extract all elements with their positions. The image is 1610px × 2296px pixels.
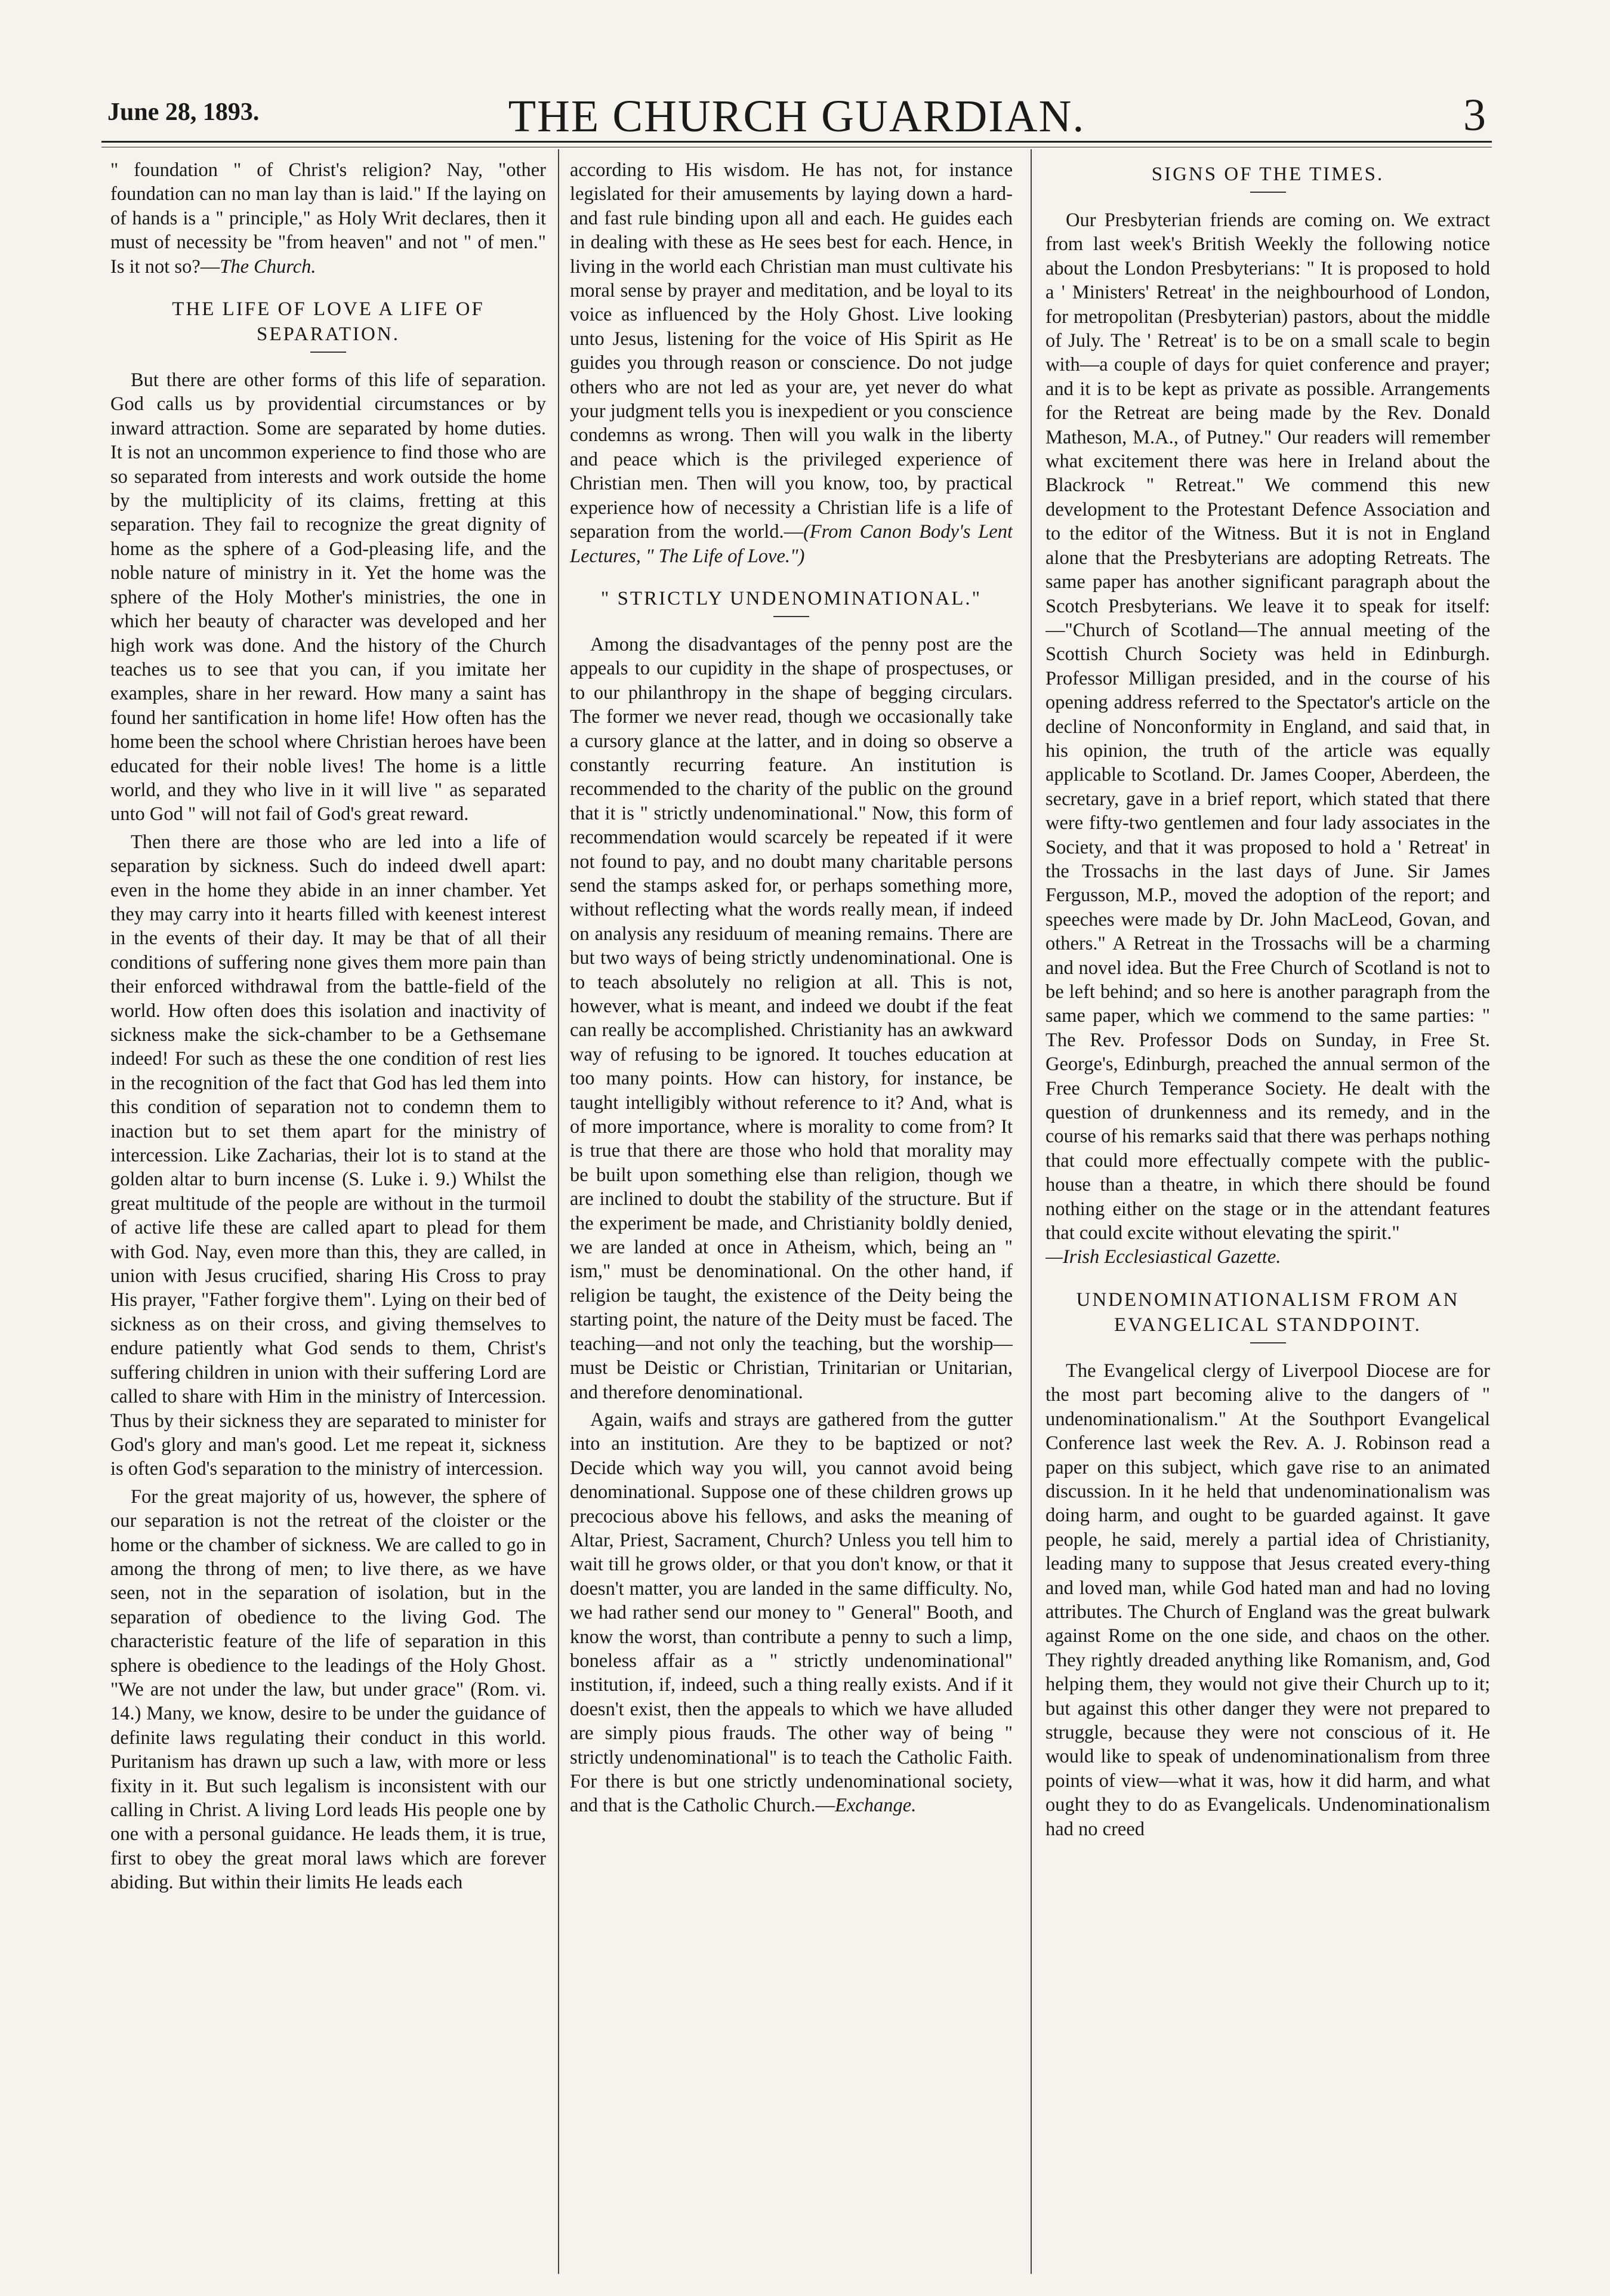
column-1 (110, 158, 546, 2271)
column-2 (570, 158, 1013, 2271)
article-heading: " STRICTLY UNDENOMINATIONAL." (600, 587, 982, 609)
page-number: 3 (1463, 90, 1486, 140)
article-paragraph: Again, waifs and strays are gathered from the gutter into an institution. Are they to be baptized or not? Decide which way you will, you cannot avoid being denominational. Suppose one of these children grows up precocious above his fellows, and asks the meaning of Altar, Priest, Sacrament, Church? Unless you tell him to wait till he grows older, or that you don't know, or that it doesn't matter, you are landed in the same difficulty. No, we had rather send our money to " General" Booth, and know the worst, than contribute a penny to such a limp, boneless affair as a " strictly undenominational" institution, if, indeed, such a thing really exists. And if it doesn't exist, then the appeals to which we have alluded are simply pious frauds. The other way of being " strictly undenominational" is to teach the Catholic Faith. For there is but one strictly undenominational society, and that is the Catholic Church.—Exchange. (570, 1409, 1013, 1817)
article-continuation: " foundation " of Christ's religion? Nay, "other foundation can no man lay than is laid." If the laying on of hands is a " principle," as Holy Writ declares, then it must of necessity be "from heaven" and not " of men." Is it not so?—The Church. (110, 159, 546, 278)
article-paragraph: Our Presbyterian friends are coming on. We extract from last week's British Weekly the following notice about the London Presbyterians: " It is proposed to hold a ' Ministers' Retreat' in the neighbourhood of London, for metropolitan (Presbyterian) pastors, about the middle of July. The ' Retreat' is to be on a small scale to begin with—a couple of days for quiet conference and prayer; and it is to be kept as private as possible. Arrangements for the Retreat are being made by the Rev. Donald Matheson, M.A., of Putney." Our readers will remember what excitement there was here in Ireland about the Blackrock " Retreat." We commend this new development to the Protestant Defence Association and to the editor of the Witness. But it is not in England alone that the Presbyterians are adopting Retreats. The same paper has another significant paragraph about the Scotch Presbyterians. We leave it to speak for itself:—"Church of Scotland—The annual meeting of the Scottish Church Society was held in Edinburgh. Professor Milligan presided, and in the course of his opening address referred to the Spectator's article on the decline of Nonconformity in England, and said that, in his opinion, the truth of the article was equally applicable to Scotland. Dr. James Cooper, Aberdeen, the secretary, gave in a brief report, which stated that there were fifty-two gentlemen and four lady associates in the Society, and that it was proposed to hold a ' Retreat' in the Trossachs in the last days of June. Sir James Fergusson, M.P., moved the adoption of the report; and speeches were made by Dr. John MacLeod, Govan, and others." A Retreat in the Trossachs will be a charming and novel idea. But the Free Church of Scotland is not to be left behind; and so here is another paragraph from the same paper, which we commend to the same parties: " The Rev. Professor Dods on Sunday, in Free St. George's, Edinburgh, preached the annual sermon of the Free Church Temperance Society. He dealt with the question of drunkenness and its remedy, and in the course of his remarks said that there was perhaps nothing that could more effectually compete with the public-house than a theatre, in which there should be found nothing either on the stage or in the attendant features that could excite without elevating the spirit." —Irish Ecclesiastical Gazette. (1045, 209, 1490, 1268)
article-source: The Church. (220, 255, 316, 278)
article-source: (From Canon Body's Lent Lectures, " The Life of Love.") (570, 521, 1013, 567)
article-heading: SIGNS OF THE TIMES. (1151, 164, 1384, 185)
column-divider (558, 149, 559, 2274)
heading-dash (310, 352, 346, 353)
heading-dash (1250, 1342, 1286, 1343)
issue-date: June 28, 1893. (107, 98, 260, 126)
article-heading: UNDENOMINATIONALISM FROM AN EVANGELICAL STANDPOINT. (1076, 1289, 1460, 1336)
article-source: —Irish Ecclesiastical Gazette. (1045, 1246, 1281, 1268)
article-continuation: according to His wisdom. He has not, for instance legislated for their amusements by laying down a hard-and fast rule binding upon all and each. He guides each in dealing with these as He sees best for each. Hence, in living in the world each Christian man must cultivate his moral sense by prayer and meditation, and be loyal to its voice as influenced by the Holy Ghost. Live looking unto Jesus, listening for the voice of His Spirit as He guides you through reason or conscience. Do not judge others who are not led as your are, yet never do what your judgment tells you is inexpedient or you conscience condemns as wrong. Then will you walk in the liberty and peace which is the privileged experience of Christian men. Then will you know, too, by practical experience how of necessity a Christian life is a life of separation from the world.—(From Canon Body's Lent Lectures, " The Life of Love.") (570, 159, 1013, 567)
column-divider (1031, 149, 1032, 2274)
article-paragraph: For the great majority of us, however, the sphere of our separation is not the retreat of the cloister or the home or the chamber of sickness. We are called to go in among the throng of men; to live there, as we have seen, not in the separation of isolation, but in the separation of obedience to the living God. The characteristic feature of the life of separation in this sphere is obedience to the leadings of the Holy Ghost. "We are not under the law, but under grace" (Rom. vi. 14.) Many, we know, desire to be under the guidance of definite laws regulating their conduct in this world. Puritanism has drawn up such a law, with more or less fixity in it. But such legalism is inconsistent with our calling in Christ. A living Lord leads His people one by one with a personal guidance. He leads them, it is true, first to obey the great moral laws which are forever abiding. But within their limits He leads each (110, 1486, 546, 1894)
column-3 (1045, 158, 1490, 2271)
article-heading: THE LIFE OF LOVE A LIFE OF SEPARATION. (172, 298, 485, 346)
heading-dash (773, 616, 809, 617)
masthead (101, 90, 1492, 149)
newspaper-title: THE CHURCH GUARDIAN. (508, 91, 1085, 141)
article-paragraph: Then there are those who are led into a life of separation by sickness. Such do indeed dwell apart: even in the home they abide in an inner chamber. Yet they may carry into it hearts filled with keenest interest in the events of their day. It may be that of all their conditions of suffering none gives them more pain than their enforced withdrawal from the battle-field of the world. How often does this isolation and inactivity of sickness make the sick-chamber to be a Gethsemane indeed! For such as these the one condition of rest lies in the recognition of the fact that God has led them into this condition of separation not to condemn them to inaction but to set them apart for the ministry of intercession. Like Zacharias, their lot is to stand at the golden altar to burn incense (S. Luke i. 9.) Whilst the great multitude of the people are without in the turmoil of active life these are called apart to plead for them with God. Nay, even more than this, they are called, in union with Jesus crucified, sharing His Cross to pray His prayer, "Father forgive them". Lying on their bed of sickness as on their cross, and giving themselves to endure patiently what God sends to them, Christ's suffering children in union with their suffering Lord are called to share with Him in the ministry of Intercession. Thus by their sickness they are separated to minister for God's glory and man's good. Let me repeat it, sickness is often God's separation to the ministry of intercession. (110, 831, 546, 1480)
article-paragraph: But there are other forms of this life of separation. God calls us by providential circumstances or by inward attraction. Some are separated by home duties. It is not an uncommon experience to find those who are so separated from interests and work outside the home by the multiplicity of its claims, fretting at this separation. They fail to recognize the great dignity of home as the sphere of a God-pleasing life, and the noble nature of ministry in it. Yet the home was the sphere of the Holy Mother's ministries, the one in which her beauty of character was developed and her high work was done. And the history of the Church teaches us to see that you can, if you imitate her examples, share in her reward. How many a saint has found her santification in home life! How often has the home been the school where Christian heroes have been educated for their noble lives! The home is a little world, and they who live in it will live " as separated unto God " will not fail of God's great reward. (110, 369, 546, 825)
article-paragraph: The Evangelical clergy of Liverpool Diocese are for the most part becoming alive to the dangers of " undenominationalism." At the Southport Evangelical Conference last week the Rev. A. J. Robinson read a paper on this subject, which gave rise to an animated discussion. In it he held that undenominationalism was doing harm, and ought to be guarded against. It gave people, he said, merely a partial idea of Christianity, leading many to suppose that Jesus created every-thing and loved man, while God hated man and had no loving attributes. The Church of England was the great bulwark against Rome on the one side, and chaos on the other. They rightly dreaded anything like Romanism, and, God helping them, they would not give their Church up to it; but against this other danger they were not prepared to struggle, because they were not conscious of it. He would like to speak of undenominationalism from three points of view—what it was, how it did harm, and what ought they to do as Evangelicals. Undenominationalism had no creed (1045, 1360, 1490, 1840)
masthead-rule-thick (101, 141, 1492, 143)
article-source: Exchange. (835, 1795, 917, 1817)
heading-dash (1250, 192, 1286, 193)
article-paragraph: Among the disadvantages of the penny post are the appeals to our cupidity in the shape of prospectuses, or to our philanthropy in the shape of begging circulars. The former we never read, though we occasionally take a cursory glance at the latter, and in doing so observe a constantly recurring feature. An institution is recommended to the charity of the public on the ground that it is " strictly undenominational." Now, this form of recommendation would scarcely be repeated if it were not found to pay, and no doubt many charitable persons send the stamps asked for, or perhaps something more, without reflecting what the words really mean, if indeed on analysis any residuum of meaning remains. There are but two ways of being strictly undenominational. One is to teach absolutely no religion at all. This is not, however, what is meant, and indeed we doubt if the feat can really be accomplished. Christianity has an awkward way of refusing to be ignored. It touches education at too many points. How can history, for instance, be taught intelligibly without reference to it? And, what is of more importance, where is morality to come from? It is true that there are those who hold that morality may be built upon something else than religion, though we are inclined to doubt the stability of the structure. But if the experiment be made, and Christianity boldly denied, we are landed at once in Atheism, which, being an " ism," must be denominational. On the other hand, if religion be taught, the existence of the Deity being the starting point, the nature of the Deity must be faced. The teaching—and not only the teaching, but the worship—must be Deistic or Christian, Trinitarian or Unitarian, and therefore denominational. (570, 633, 1013, 1403)
